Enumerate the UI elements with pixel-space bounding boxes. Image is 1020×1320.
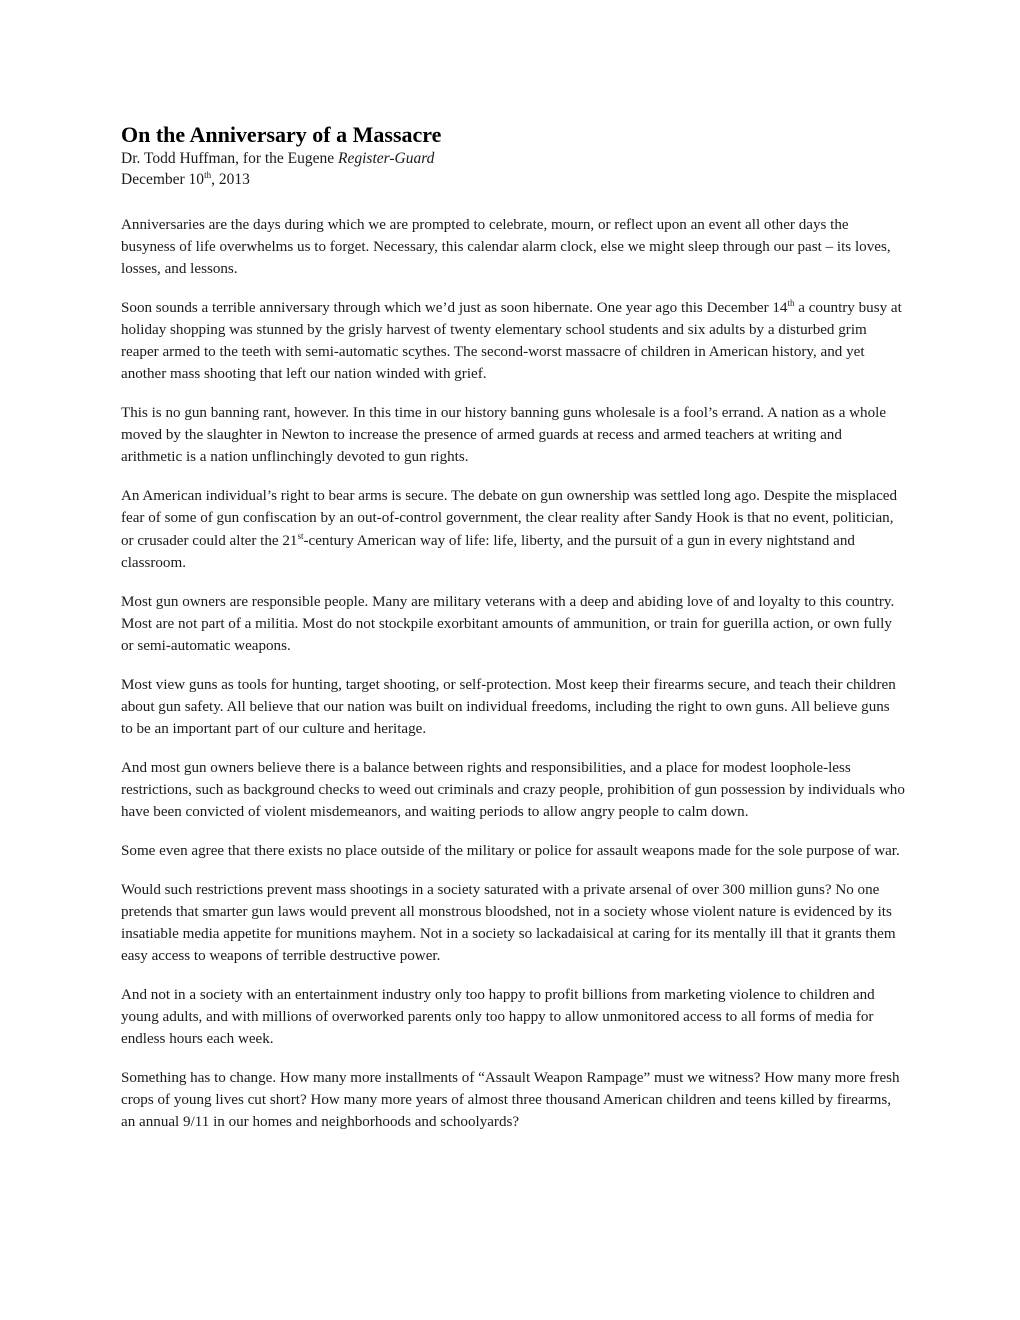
paragraph-4-text-a: An American individual’s right to bear arms is secure. The debate on gun ownership was settled long ago. Despite the misplaced fear of some of gun confiscation by an out-of-control government, the clear reality after Sandy Hook is that no event, politician, or crusader could alter the 21: [121, 488, 898, 549]
paragraph-4-text-b: -century American way of life: life, liberty, and the pursuit of a gun in every nightstand and classroom.: [121, 532, 855, 571]
document-page: [121, 122, 905, 1150]
paragraph-11: Something has to change. How many more installments of “Assault Weapon Rampage” must we witness? How many more fresh crops of young lives cut short? How many more years of almost three thousand American children and teens killed by firearms, an annual 9/11 in our homes and neighborhoods and schoolyards?: [121, 1069, 900, 1131]
article-title: On the Anniversary of a Massacre: [121, 122, 442, 147]
paragraph-1: Anniversaries are the days during which we are prompted to celebrate, mourn, or reflect upon an event all other days the busyness of life overwhelms us to forget. Necessary, this calendar alarm clock, else we might sleep through our past – its loves, losses, and lessons.: [121, 217, 891, 278]
article-body: [121, 214, 905, 1133]
paragraph-2-text-a: Soon sounds a terrible anniversary through which we’d just as soon hibernate. One year ago this December 14: [121, 300, 788, 317]
paragraph-6: Most view guns as tools for hunting, target shooting, or self-protection. Most keep their firearms secure, and teach their children about gun safety. All believe that our nation was built on individual freedoms, including the right to own guns. All believe guns to be an important part of our culture and heritage.: [121, 676, 896, 737]
paragraph-4-ordinal: st: [297, 530, 304, 541]
paragraph-9: Would such restrictions prevent mass shootings in a society saturated with a private arsenal of over 300 million guns? No one pretends that smarter gun laws would prevent all monstrous bloodshed, not in a society whose violent nature is evidenced by its insatiable media appetite for munitions mayhem. Not in a society so lackadaisical at caring for its mentally ill that it grants them easy access to weapons of terrible destructive power.: [121, 881, 896, 964]
paragraph-2: [121, 297, 905, 385]
paragraph-2-ordinal: th: [787, 298, 795, 309]
article-date: [121, 169, 905, 190]
article-byline: [121, 148, 905, 169]
date-month-day: December 10: [121, 171, 205, 188]
date-year: , 2013: [211, 171, 250, 188]
date-ordinal-suffix: th: [204, 170, 212, 180]
paragraph-7: And most gun owners believe there is a balance between rights and responsibilities, and a place for modest loophole-less restrictions, such as background checks to weed out criminals and crazy people, prohibition of gun possession by individuals who have been convicted of violent misdemeanors, and waiting periods to allow angry people to calm down.: [121, 759, 905, 820]
paragraph-5: Most gun owners are responsible people. Many are military veterans with a deep and abiding love of and loyalty to this country. Most are not part of a militia. Most do not stockpile exorbitant amounts of ammunition, or train for guerilla action, or own fully or semi-automatic weapons.: [121, 593, 895, 654]
paragraph-2-text-b: a country busy at holiday shopping was stunned by the grisly harvest of twenty elementary school students and six adults by a disturbed grim reaper armed to the teeth with semi-automatic scythes. The second-worst massacre of children in American history, and yet another mass shooting that left our nation winded with grief.: [121, 300, 902, 383]
paragraph-8: Some even agree that there exists no place outside of the military or police for assault weapons made for the sole purpose of war.: [121, 842, 900, 859]
byline-publication: Register-Guard: [338, 150, 435, 167]
paragraph-4: [121, 485, 905, 573]
paragraph-3: This is no gun banning rant, however. In this time in our history banning guns wholesale is a fool’s errand. A nation as a whole moved by the slaughter in Newton to increase the presence of armed guards at recess and armed teachers at writing and arithmetic is a nation unflinchingly devoted to gun rights.: [121, 405, 887, 466]
byline-author: Dr. Todd Huffman, for the Eugene: [121, 150, 339, 167]
paragraph-10: And not in a society with an entertainment industry only too happy to profit billions from marketing violence to children and young adults, and with millions of overworked parents only too happy to allow unmonitored access to all forms of media for endless hours each week.: [121, 986, 875, 1047]
